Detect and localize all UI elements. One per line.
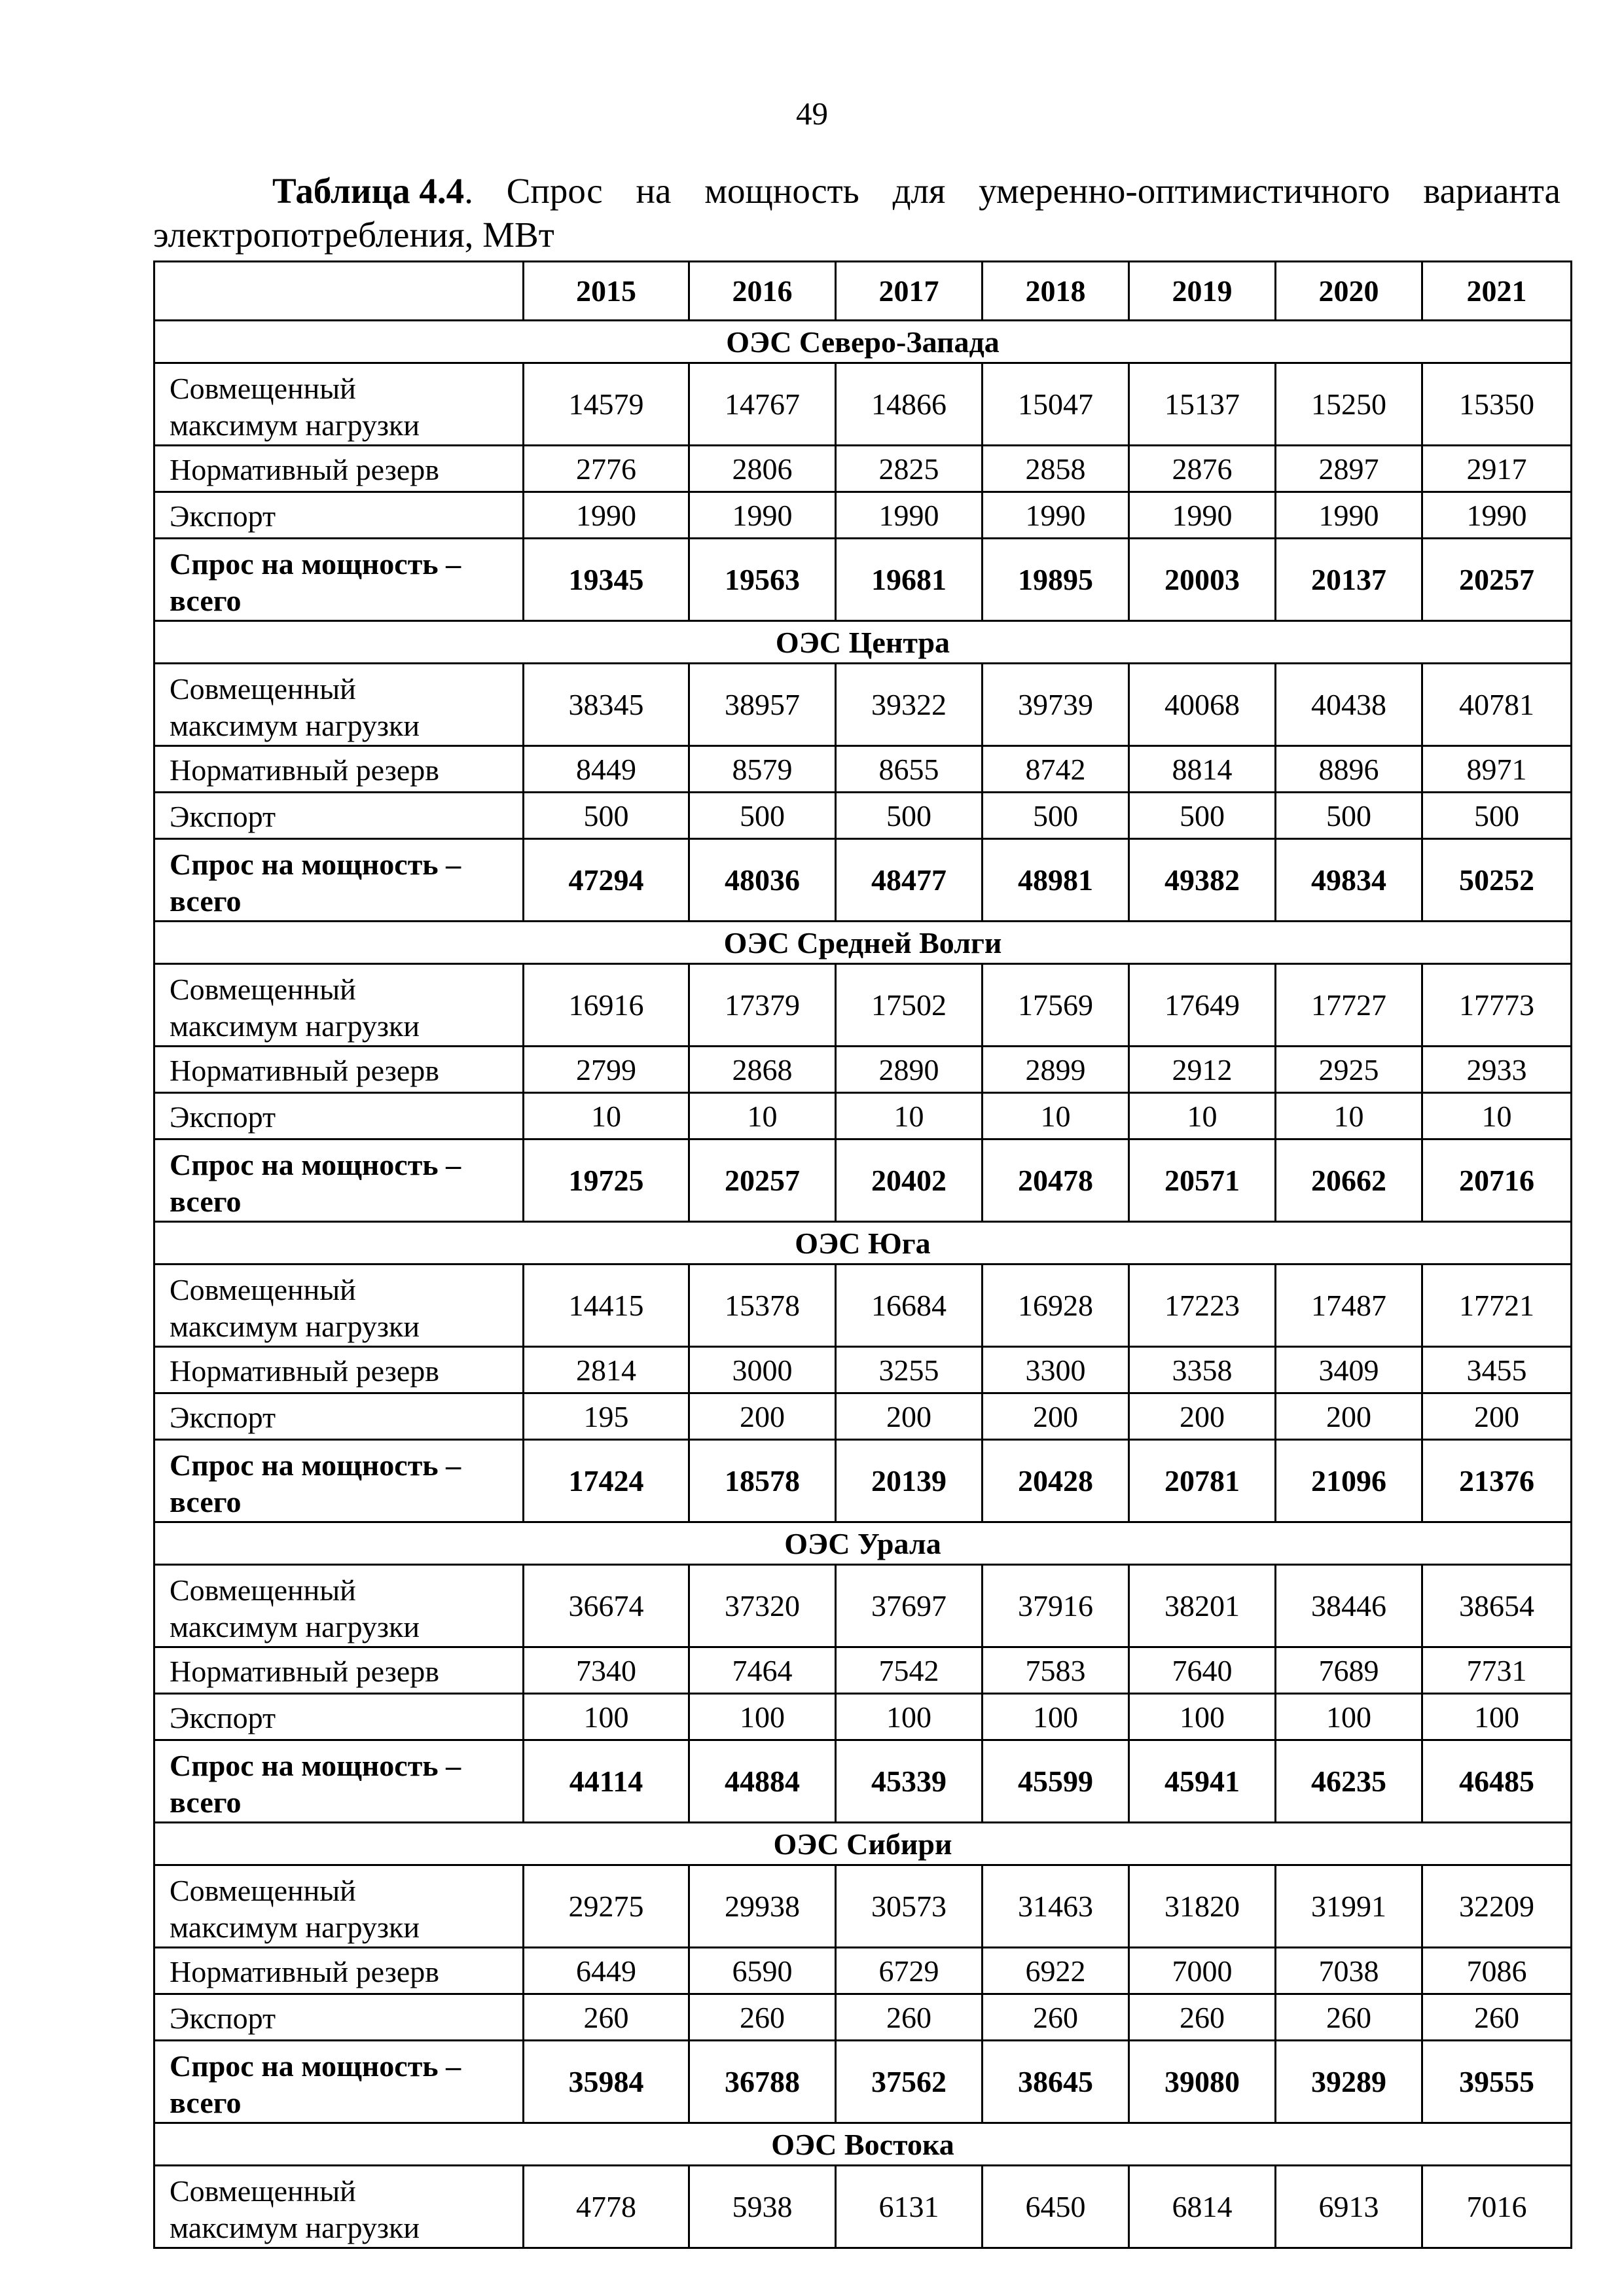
load-value: 15378 — [689, 1265, 836, 1347]
export-value: 500 — [1129, 793, 1276, 839]
load-value: 37697 — [836, 1565, 983, 1647]
load-value: 16916 — [524, 964, 689, 1047]
year-header: 2019 — [1129, 262, 1276, 321]
export-label: Экспорт — [154, 492, 524, 539]
reserve-row — [154, 1647, 1572, 1694]
total-value: 47294 — [524, 839, 689, 922]
reserve-value: 2933 — [1422, 1047, 1572, 1093]
export-value: 200 — [689, 1393, 836, 1440]
reserve-value: 7542 — [836, 1647, 983, 1694]
load-label — [154, 1565, 524, 1647]
reserve-label: Нормативный резерв — [154, 1347, 524, 1393]
load-value: 15350 — [1422, 363, 1572, 446]
reserve-value: 2814 — [524, 1347, 689, 1393]
load-value: 5938 — [689, 2166, 836, 2248]
total-value: 48981 — [983, 839, 1129, 922]
total-value: 20662 — [1276, 1139, 1422, 1222]
region-header-row — [154, 1522, 1572, 1565]
export-value: 260 — [524, 1994, 689, 2041]
region-name: ОЭС Востока — [154, 2123, 1572, 2166]
total-value: 49382 — [1129, 839, 1276, 922]
total-label-line: Спрос на мощность – — [170, 847, 461, 881]
reserve-value: 8896 — [1276, 746, 1422, 793]
total-value: 19895 — [983, 539, 1129, 621]
total-value: 20137 — [1276, 539, 1422, 621]
export-value: 10 — [1422, 1093, 1572, 1139]
load-label — [154, 964, 524, 1047]
export-value: 500 — [836, 793, 983, 839]
reserve-value: 7640 — [1129, 1647, 1276, 1694]
total-row — [154, 2041, 1572, 2123]
load-label — [154, 1265, 524, 1347]
export-value: 500 — [689, 793, 836, 839]
demand-table — [153, 260, 1572, 2249]
load-label-line: максимум нагрузки — [170, 2210, 420, 2244]
load-value: 17773 — [1422, 964, 1572, 1047]
total-row — [154, 539, 1572, 621]
total-value: 17424 — [524, 1440, 689, 1522]
total-label — [154, 839, 524, 922]
load-value: 29938 — [689, 1865, 836, 1948]
reserve-value: 3455 — [1422, 1347, 1572, 1393]
export-value: 1990 — [1129, 492, 1276, 539]
load-value: 17379 — [689, 964, 836, 1047]
total-value: 20402 — [836, 1139, 983, 1222]
export-value: 10 — [1276, 1093, 1422, 1139]
total-value: 44884 — [689, 1740, 836, 1823]
reserve-value: 8742 — [983, 746, 1129, 793]
region-name: ОЭС Северо-Запада — [154, 321, 1572, 363]
caption-word: для — [892, 171, 946, 211]
export-value: 260 — [1129, 1994, 1276, 2041]
reserve-row — [154, 446, 1572, 492]
load-value: 15250 — [1276, 363, 1422, 446]
export-value: 1990 — [1276, 492, 1422, 539]
reserve-value: 8655 — [836, 746, 983, 793]
total-row — [154, 839, 1572, 922]
region-header-row — [154, 621, 1572, 664]
total-value: 48036 — [689, 839, 836, 922]
load-value: 14415 — [524, 1265, 689, 1347]
total-label-line: всего — [170, 1184, 242, 1218]
total-value: 20139 — [836, 1440, 983, 1522]
total-label-line: Спрос на мощность – — [170, 1448, 461, 1482]
load-value: 38654 — [1422, 1565, 1572, 1647]
export-value: 500 — [983, 793, 1129, 839]
total-value: 45599 — [983, 1740, 1129, 1823]
export-label: Экспорт — [154, 1994, 524, 2041]
load-label-line: Совмещенный — [170, 972, 356, 1006]
region-name: ОЭС Средней Волги — [154, 922, 1572, 964]
total-value: 19725 — [524, 1139, 689, 1222]
reserve-value: 3255 — [836, 1347, 983, 1393]
total-value: 49834 — [1276, 839, 1422, 922]
export-row — [154, 1694, 1572, 1740]
load-row — [154, 363, 1572, 446]
table-caption — [153, 169, 1561, 257]
export-value: 200 — [836, 1393, 983, 1440]
reserve-value: 2890 — [836, 1047, 983, 1093]
load-label-line: максимум нагрузки — [170, 1910, 420, 1944]
total-value: 46235 — [1276, 1740, 1422, 1823]
reserve-value: 6590 — [689, 1948, 836, 1994]
caption-word: варианта — [1423, 171, 1561, 211]
load-value: 32209 — [1422, 1865, 1572, 1948]
total-value: 39555 — [1422, 2041, 1572, 2123]
reserve-label: Нормативный резерв — [154, 1647, 524, 1694]
load-value: 31820 — [1129, 1865, 1276, 1948]
reserve-value: 7464 — [689, 1647, 836, 1694]
load-label-line: максимум нагрузки — [170, 1609, 420, 1643]
export-value: 100 — [836, 1694, 983, 1740]
total-label-line: Спрос на мощность – — [170, 1147, 461, 1181]
caption-word: умеренно-оптимистичного — [979, 171, 1390, 211]
reserve-value: 3358 — [1129, 1347, 1276, 1393]
reserve-value: 7340 — [524, 1647, 689, 1694]
reserve-label: Нормативный резерв — [154, 446, 524, 492]
load-value: 38957 — [689, 664, 836, 746]
reserve-value: 2876 — [1129, 446, 1276, 492]
export-value: 100 — [1276, 1694, 1422, 1740]
total-label — [154, 1440, 524, 1522]
load-row — [154, 1265, 1572, 1347]
reserve-value: 7689 — [1276, 1647, 1422, 1694]
caption-line-2: электропотребления, МВт — [153, 215, 554, 255]
caption-word: Спрос — [506, 171, 603, 211]
load-value: 37320 — [689, 1565, 836, 1647]
reserve-row — [154, 1047, 1572, 1093]
total-value: 20571 — [1129, 1139, 1276, 1222]
export-value: 100 — [689, 1694, 836, 1740]
total-row — [154, 1440, 1572, 1522]
load-label-line: Совмещенный — [170, 2174, 356, 2208]
load-value: 40068 — [1129, 664, 1276, 746]
total-value: 35984 — [524, 2041, 689, 2123]
load-value: 38345 — [524, 664, 689, 746]
region-name: ОЭС Юга — [154, 1222, 1572, 1265]
year-header: 2017 — [836, 262, 983, 321]
year-header: 2020 — [1276, 262, 1422, 321]
total-value: 48477 — [836, 839, 983, 922]
total-label-line: всего — [170, 1785, 242, 1819]
load-value: 37916 — [983, 1565, 1129, 1647]
reserve-value: 3000 — [689, 1347, 836, 1393]
reserve-value: 7086 — [1422, 1948, 1572, 1994]
export-value: 100 — [524, 1694, 689, 1740]
total-label-line: всего — [170, 583, 242, 617]
total-value: 20716 — [1422, 1139, 1572, 1222]
total-label — [154, 1139, 524, 1222]
load-row — [154, 1565, 1572, 1647]
load-value: 6131 — [836, 2166, 983, 2248]
caption-word: на — [636, 171, 672, 211]
total-label — [154, 1740, 524, 1823]
load-value: 16684 — [836, 1265, 983, 1347]
export-row — [154, 1994, 1572, 2041]
load-value: 31991 — [1276, 1865, 1422, 1948]
load-label-line: максимум нагрузки — [170, 1009, 420, 1043]
load-row — [154, 2166, 1572, 2248]
total-value: 19345 — [524, 539, 689, 621]
export-label: Экспорт — [154, 1093, 524, 1139]
total-row — [154, 1139, 1572, 1222]
export-value: 500 — [1276, 793, 1422, 839]
reserve-value: 3409 — [1276, 1347, 1422, 1393]
reserve-value: 8971 — [1422, 746, 1572, 793]
load-value: 14579 — [524, 363, 689, 446]
total-value: 21376 — [1422, 1440, 1572, 1522]
total-value: 44114 — [524, 1740, 689, 1823]
region-header-row — [154, 2123, 1572, 2166]
total-value: 45339 — [836, 1740, 983, 1823]
total-value: 38645 — [983, 2041, 1129, 2123]
total-label-line: всего — [170, 884, 242, 918]
reserve-value: 6922 — [983, 1948, 1129, 1994]
region-name: ОЭС Сибири — [154, 1823, 1572, 1865]
load-value: 17649 — [1129, 964, 1276, 1047]
caption-label: Таблица 4.4 — [272, 171, 465, 211]
load-label — [154, 664, 524, 746]
reserve-value: 7038 — [1276, 1948, 1422, 1994]
export-value: 200 — [1422, 1393, 1572, 1440]
region-header-row — [154, 1222, 1572, 1265]
load-value: 17487 — [1276, 1265, 1422, 1347]
reserve-value: 6449 — [524, 1948, 689, 1994]
load-value: 7016 — [1422, 2166, 1572, 2248]
export-value: 10 — [1129, 1093, 1276, 1139]
total-value: 19563 — [689, 539, 836, 621]
export-label: Экспорт — [154, 1694, 524, 1740]
export-row — [154, 492, 1572, 539]
load-label-line: Совмещенный — [170, 1873, 356, 1907]
reserve-value: 2917 — [1422, 446, 1572, 492]
reserve-value: 7000 — [1129, 1948, 1276, 1994]
export-value: 260 — [836, 1994, 983, 2041]
header-row — [154, 262, 1572, 321]
load-value: 6450 — [983, 2166, 1129, 2248]
header-empty-cell — [154, 262, 524, 321]
load-value: 15137 — [1129, 363, 1276, 446]
export-label: Экспорт — [154, 1393, 524, 1440]
export-row — [154, 793, 1572, 839]
export-value: 260 — [983, 1994, 1129, 2041]
load-value: 6913 — [1276, 2166, 1422, 2248]
export-value: 260 — [1422, 1994, 1572, 2041]
load-value: 29275 — [524, 1865, 689, 1948]
total-value: 39289 — [1276, 2041, 1422, 2123]
reserve-value: 2868 — [689, 1047, 836, 1093]
total-value: 20257 — [1422, 539, 1572, 621]
total-label-line: Спрос на мощность – — [170, 2049, 461, 2083]
reserve-value: 3300 — [983, 1347, 1129, 1393]
reserve-value: 8814 — [1129, 746, 1276, 793]
export-value: 100 — [1129, 1694, 1276, 1740]
total-value: 50252 — [1422, 839, 1572, 922]
reserve-value: 8579 — [689, 746, 836, 793]
load-value: 16928 — [983, 1265, 1129, 1347]
total-value: 21096 — [1276, 1440, 1422, 1522]
load-label — [154, 363, 524, 446]
export-value: 10 — [983, 1093, 1129, 1139]
load-value: 31463 — [983, 1865, 1129, 1948]
load-row — [154, 964, 1572, 1047]
reserve-value: 2799 — [524, 1047, 689, 1093]
total-label — [154, 539, 524, 621]
load-label — [154, 2166, 524, 2248]
export-value: 10 — [689, 1093, 836, 1139]
year-header: 2015 — [524, 262, 689, 321]
reserve-value: 7731 — [1422, 1647, 1572, 1694]
load-value: 40781 — [1422, 664, 1572, 746]
export-value: 10 — [524, 1093, 689, 1139]
load-value: 36674 — [524, 1565, 689, 1647]
load-value: 17727 — [1276, 964, 1422, 1047]
reserve-value: 2899 — [983, 1047, 1129, 1093]
export-value: 260 — [1276, 1994, 1422, 2041]
year-header: 2021 — [1422, 262, 1572, 321]
export-value: 200 — [1129, 1393, 1276, 1440]
caption-word: мощность — [704, 171, 859, 211]
export-value: 100 — [1422, 1694, 1572, 1740]
export-value: 1990 — [689, 492, 836, 539]
total-value: 45941 — [1129, 1740, 1276, 1823]
reserve-label: Нормативный резерв — [154, 1047, 524, 1093]
export-value: 100 — [983, 1694, 1129, 1740]
load-label-line: Совмещенный — [170, 1272, 356, 1306]
export-value: 1990 — [983, 492, 1129, 539]
reserve-value: 7583 — [983, 1647, 1129, 1694]
load-label-line: максимум нагрузки — [170, 1309, 420, 1343]
load-value: 4778 — [524, 2166, 689, 2248]
caption-line-1: Таблица 4.4. Спрос на мощность для умеренно-оптимистичного варианта — [153, 169, 1561, 213]
load-label-line: максимум нагрузки — [170, 408, 420, 442]
total-label-line: Спрос на мощность – — [170, 547, 461, 581]
export-value: 1990 — [1422, 492, 1572, 539]
export-value: 500 — [524, 793, 689, 839]
reserve-value: 2858 — [983, 446, 1129, 492]
region-name: ОЭС Урала — [154, 1522, 1572, 1565]
total-label-line: всего — [170, 1484, 242, 1518]
load-value: 30573 — [836, 1865, 983, 1948]
reserve-value: 6729 — [836, 1948, 983, 1994]
total-value: 20428 — [983, 1440, 1129, 1522]
load-label-line: Совмещенный — [170, 371, 356, 405]
load-value: 17569 — [983, 964, 1129, 1047]
reserve-label: Нормативный резерв — [154, 746, 524, 793]
export-label: Экспорт — [154, 793, 524, 839]
reserve-label: Нормативный резерв — [154, 1948, 524, 1994]
region-header-row — [154, 321, 1572, 363]
load-row — [154, 664, 1572, 746]
load-value: 14767 — [689, 363, 836, 446]
load-value: 39322 — [836, 664, 983, 746]
load-value: 17223 — [1129, 1265, 1276, 1347]
total-value: 20003 — [1129, 539, 1276, 621]
export-value: 200 — [1276, 1393, 1422, 1440]
total-label-line: всего — [170, 2085, 242, 2119]
reserve-row — [154, 746, 1572, 793]
reserve-value: 2825 — [836, 446, 983, 492]
export-value: 1990 — [524, 492, 689, 539]
year-header: 2016 — [689, 262, 836, 321]
region-header-row — [154, 1823, 1572, 1865]
total-row — [154, 1740, 1572, 1823]
reserve-value: 2776 — [524, 446, 689, 492]
total-value: 46485 — [1422, 1740, 1572, 1823]
total-value: 19681 — [836, 539, 983, 621]
year-header: 2018 — [983, 262, 1129, 321]
total-value: 37562 — [836, 2041, 983, 2123]
page-number: 49 — [796, 96, 828, 132]
total-value: 18578 — [689, 1440, 836, 1522]
load-value: 17721 — [1422, 1265, 1572, 1347]
export-value: 195 — [524, 1393, 689, 1440]
export-row — [154, 1093, 1572, 1139]
load-label — [154, 1865, 524, 1948]
load-label-line: Совмещенный — [170, 1573, 356, 1607]
load-value: 38446 — [1276, 1565, 1422, 1647]
reserve-value: 2925 — [1276, 1047, 1422, 1093]
load-value: 14866 — [836, 363, 983, 446]
load-value: 17502 — [836, 964, 983, 1047]
total-label — [154, 2041, 524, 2123]
load-value: 15047 — [983, 363, 1129, 446]
reserve-row — [154, 1948, 1572, 1994]
load-label-line: максимум нагрузки — [170, 708, 420, 742]
total-value: 20257 — [689, 1139, 836, 1222]
region-name: ОЭС Центра — [154, 621, 1572, 664]
export-value: 10 — [836, 1093, 983, 1139]
total-value: 20781 — [1129, 1440, 1276, 1522]
export-row — [154, 1393, 1572, 1440]
reserve-value: 2897 — [1276, 446, 1422, 492]
load-value: 39739 — [983, 664, 1129, 746]
load-row — [154, 1865, 1572, 1948]
export-value: 1990 — [836, 492, 983, 539]
reserve-value: 8449 — [524, 746, 689, 793]
region-header-row — [154, 922, 1572, 964]
load-label-line: Совмещенный — [170, 672, 356, 706]
reserve-value: 2912 — [1129, 1047, 1276, 1093]
reserve-value: 2806 — [689, 446, 836, 492]
export-value: 260 — [689, 1994, 836, 2041]
total-value: 20478 — [983, 1139, 1129, 1222]
total-value: 39080 — [1129, 2041, 1276, 2123]
export-value: 500 — [1422, 793, 1572, 839]
reserve-row — [154, 1347, 1572, 1393]
total-value: 36788 — [689, 2041, 836, 2123]
load-value: 6814 — [1129, 2166, 1276, 2248]
load-value: 40438 — [1276, 664, 1422, 746]
export-value: 200 — [983, 1393, 1129, 1440]
load-value: 38201 — [1129, 1565, 1276, 1647]
total-label-line: Спрос на мощность – — [170, 1748, 461, 1782]
